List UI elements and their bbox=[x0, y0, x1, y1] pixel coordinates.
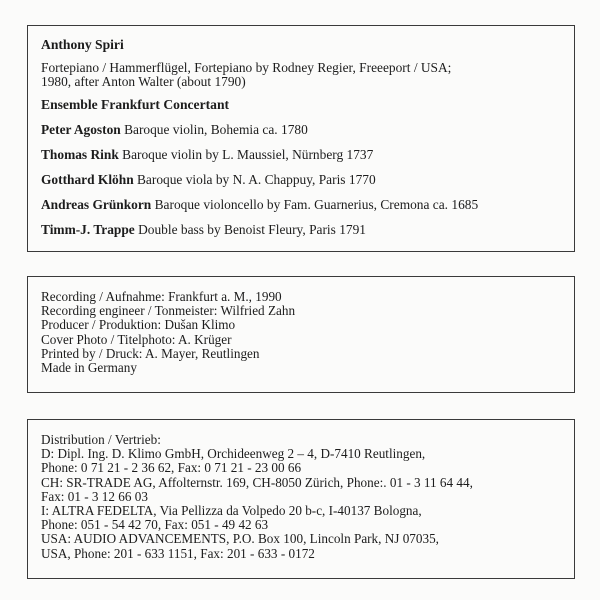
musician-instrument: Baroque violin by L. Maussiel, Nürnberg 1737 bbox=[122, 147, 374, 162]
distribution-line: USA, Phone: 201 - 633 1151, Fax: 201 - 633 - 0172 bbox=[41, 545, 315, 561]
musician-entry bbox=[41, 172, 574, 188]
musician-instrument: Double bass by Benoist Fleury, Paris 1791 bbox=[138, 222, 366, 237]
soloist-instrument bbox=[41, 61, 574, 89]
musician-name: Andreas Grünkorn bbox=[41, 197, 152, 212]
musician-name: Thomas Rink bbox=[41, 147, 119, 162]
distribution-line: Phone: 0 71 21 - 2 36 62, Fax: 0 71 21 - 23 00 66 bbox=[41, 460, 302, 476]
personnel-box bbox=[27, 25, 575, 252]
soloist-instrument-line: 1980, after Anton Walter (about 1790) bbox=[41, 74, 246, 89]
musician-instrument: Baroque viola by N. A. Chappuy, Paris 1770 bbox=[137, 172, 376, 187]
distribution-line: USA: AUDIO ADVANCEMENTS, P.O. Box 100, Lincoln Park, NJ 07035, bbox=[41, 531, 439, 547]
soloist-instrument-line: Fortepiano / Hammerflügel, Fortepiano by Rodney Regier, Freeeport / USA; bbox=[41, 60, 452, 75]
ensemble-name: Ensemble Frankfurt Concertant bbox=[41, 97, 230, 112]
credit-line: Printed by / Druck: A. Mayer, Reutlingen bbox=[41, 345, 260, 361]
distribution-line: I: ALTRA FEDELTA, Via Pellizza da Volpedo 20 b-c, I-40137 Bologna, bbox=[41, 503, 422, 519]
distribution-line: Phone: 051 - 54 42 70, Fax: 051 - 49 42 63 bbox=[41, 517, 269, 533]
credit-line: Producer / Produktion: Dušan Klimo bbox=[41, 317, 236, 333]
credit-line: Recording / Aufnahme: Frankfurt a. M., 1990 bbox=[41, 289, 282, 304]
musician-entry bbox=[41, 147, 574, 163]
distribution-line: D: Dipl. Ing. D. Klimo GmbH, Orchideenweg 2 – 4, D-7410 Reutlingen, bbox=[41, 446, 426, 462]
musician-entry bbox=[41, 222, 574, 238]
musician-name: Peter Agoston bbox=[41, 122, 121, 137]
musician-entry bbox=[41, 197, 574, 213]
distribution-line: Distribution / Vertrieb: bbox=[41, 432, 161, 447]
musician-instrument: Baroque violin, Bohemia ca. 1780 bbox=[124, 122, 308, 137]
musician-entry bbox=[41, 122, 574, 138]
musician-instrument: Baroque violoncello by Fam. Guarnerius, Cremona ca. 1685 bbox=[154, 197, 479, 212]
distribution-box bbox=[27, 419, 575, 579]
soloist-name: Anthony Spiri bbox=[41, 37, 124, 52]
musician-name: Timm-J. Trappe bbox=[41, 222, 135, 237]
credit-line: Recording engineer / Tonmeister: Wilfried Zahn bbox=[41, 303, 296, 319]
credit-line: Cover Photo / Titelphoto: A. Krüger bbox=[41, 331, 232, 347]
distribution-line: Fax: 01 - 3 12 66 03 bbox=[41, 488, 148, 504]
musician-name: Gotthard Klöhn bbox=[41, 172, 134, 187]
credit-line: Made in Germany bbox=[41, 360, 137, 376]
credits-box bbox=[27, 276, 575, 393]
distribution-line: CH: SR-TRADE AG, Affolternstr. 169, CH-8050 Zürich, Phone:. 01 - 3 11 64 44, bbox=[41, 474, 473, 490]
